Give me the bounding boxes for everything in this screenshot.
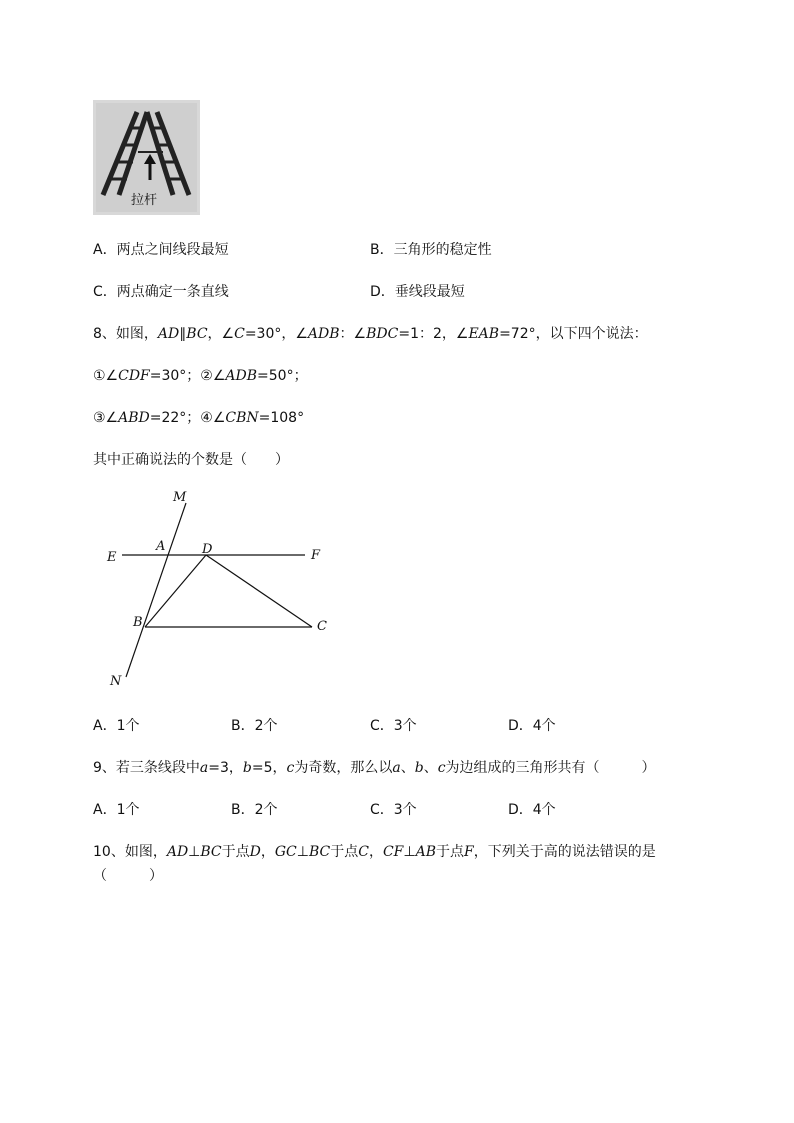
q10-point: D: [249, 844, 261, 860]
q9-var-a: a: [199, 760, 209, 776]
label-e: E: [107, 550, 117, 565]
q8-angle-cbn: CBN: [225, 410, 259, 426]
q8-text: =22°；④∠: [149, 410, 226, 426]
q9-option-b: B．2个: [231, 802, 278, 818]
label-a: A: [156, 539, 166, 554]
q8-angle-eab: EAB: [468, 326, 500, 342]
q8-text: ：∠: [339, 326, 367, 342]
q9-text: 、: [400, 760, 415, 776]
label-b: B: [133, 615, 143, 630]
segment-bd: [145, 555, 206, 627]
q10-text: 10、如图，: [93, 844, 167, 860]
q10-seg: BC: [200, 844, 222, 860]
q8-stem-prefix: 8、如图，: [93, 326, 158, 342]
q9-var-c: c: [437, 760, 446, 776]
q8-text: =108°: [258, 410, 305, 426]
q9-text: 为奇数，那么以: [294, 760, 393, 776]
q8-option-b: B．2个: [231, 718, 278, 734]
q9-stem: [93, 758, 656, 778]
q9-option-c: C．3个: [370, 802, 417, 818]
q8-text: =72°，以下四个说法：: [499, 326, 648, 342]
q10-text: 于点: [221, 844, 250, 860]
q8-text: =30°，∠: [244, 326, 308, 342]
q8-text: ③∠: [93, 410, 119, 426]
q8-seg-ad: AD: [157, 326, 180, 342]
ladder-photo: [93, 100, 200, 215]
q9-text: 为边组成的三角形共有（ ）: [445, 760, 656, 776]
q9-option-a: A．1个: [93, 802, 140, 818]
segment-dc: [206, 555, 312, 627]
q8-seg-bc: BC: [186, 326, 208, 342]
q10-perp-sign: ⊥: [403, 844, 416, 860]
q8-geometry-figure: [100, 485, 340, 690]
q10-answer-blank: （ ）: [93, 868, 163, 884]
q8-option-c: C．3个: [370, 718, 417, 734]
q10-seg: BC: [308, 844, 331, 860]
q8-angle-c: C: [234, 326, 245, 342]
ladder-caption: 拉杆: [131, 193, 158, 208]
q9-option-d: D．4个: [508, 802, 556, 818]
q8-text: ①∠: [93, 368, 119, 384]
q8-angle-adb: ADB: [225, 368, 258, 384]
q9-text: 、: [423, 760, 438, 776]
q8-question: 其中正确说法的个数是（ ）: [93, 452, 289, 468]
q8-statements-line2: [93, 408, 304, 428]
q8-angle-abd: ABD: [118, 410, 150, 426]
label-f: F: [311, 548, 321, 563]
label-m: M: [173, 490, 187, 505]
q7-option-d: D．垂线段最短: [370, 284, 465, 300]
q8-angle-cdf: CDF: [118, 368, 150, 384]
q9-var-a: a: [392, 760, 401, 776]
label-n: N: [110, 674, 122, 689]
q8-angle-adb: ADB: [307, 326, 340, 342]
q8-text: =50°；: [257, 368, 308, 384]
q7-option-b: B．三角形的稳定性: [370, 242, 492, 258]
q8-text: =1：2，∠: [398, 326, 469, 342]
q10-stem: [93, 842, 656, 862]
q10-text: ，下列关于高的说法错误的是: [473, 844, 656, 860]
q8-text: ，∠: [207, 326, 235, 342]
q8-angle-bdc: BDC: [366, 326, 399, 342]
q7-option-c: C．两点确定一条直线: [93, 284, 229, 300]
q10-seg: AD: [166, 844, 189, 860]
q8-statements-line1: [93, 366, 308, 386]
q10-perp-sign: ⊥: [188, 844, 201, 860]
q9-var-b: b: [414, 760, 424, 776]
q10-perp-sign: ⊥: [296, 844, 309, 860]
q10-point: F: [464, 844, 474, 860]
q9-var-c: c: [286, 760, 295, 776]
q8-option-d: D．4个: [508, 718, 556, 734]
q10-text: ，: [368, 844, 383, 860]
q8-stem: [93, 324, 648, 344]
q9-text: 9、若三条线段中: [93, 760, 200, 776]
label-d: D: [202, 542, 213, 557]
q10-seg: GC: [274, 844, 297, 860]
q10-text: ，: [260, 844, 275, 860]
q10-text: 于点: [330, 844, 359, 860]
q8-text: =30°；②∠: [149, 368, 226, 384]
q10-seg: AB: [415, 844, 437, 860]
q9-text: =5，: [251, 760, 287, 776]
q9-var-b: b: [242, 760, 252, 776]
label-c: C: [317, 619, 327, 634]
q10-text: 于点: [436, 844, 465, 860]
q10-seg: CF: [382, 844, 404, 860]
q9-text: =3，: [208, 760, 243, 776]
q10-point: C: [358, 844, 369, 860]
q7-option-a: A．两点之间线段最短: [93, 242, 229, 258]
q8-parallel-sign: ∥: [179, 326, 187, 342]
q8-option-a: A．1个: [93, 718, 140, 734]
